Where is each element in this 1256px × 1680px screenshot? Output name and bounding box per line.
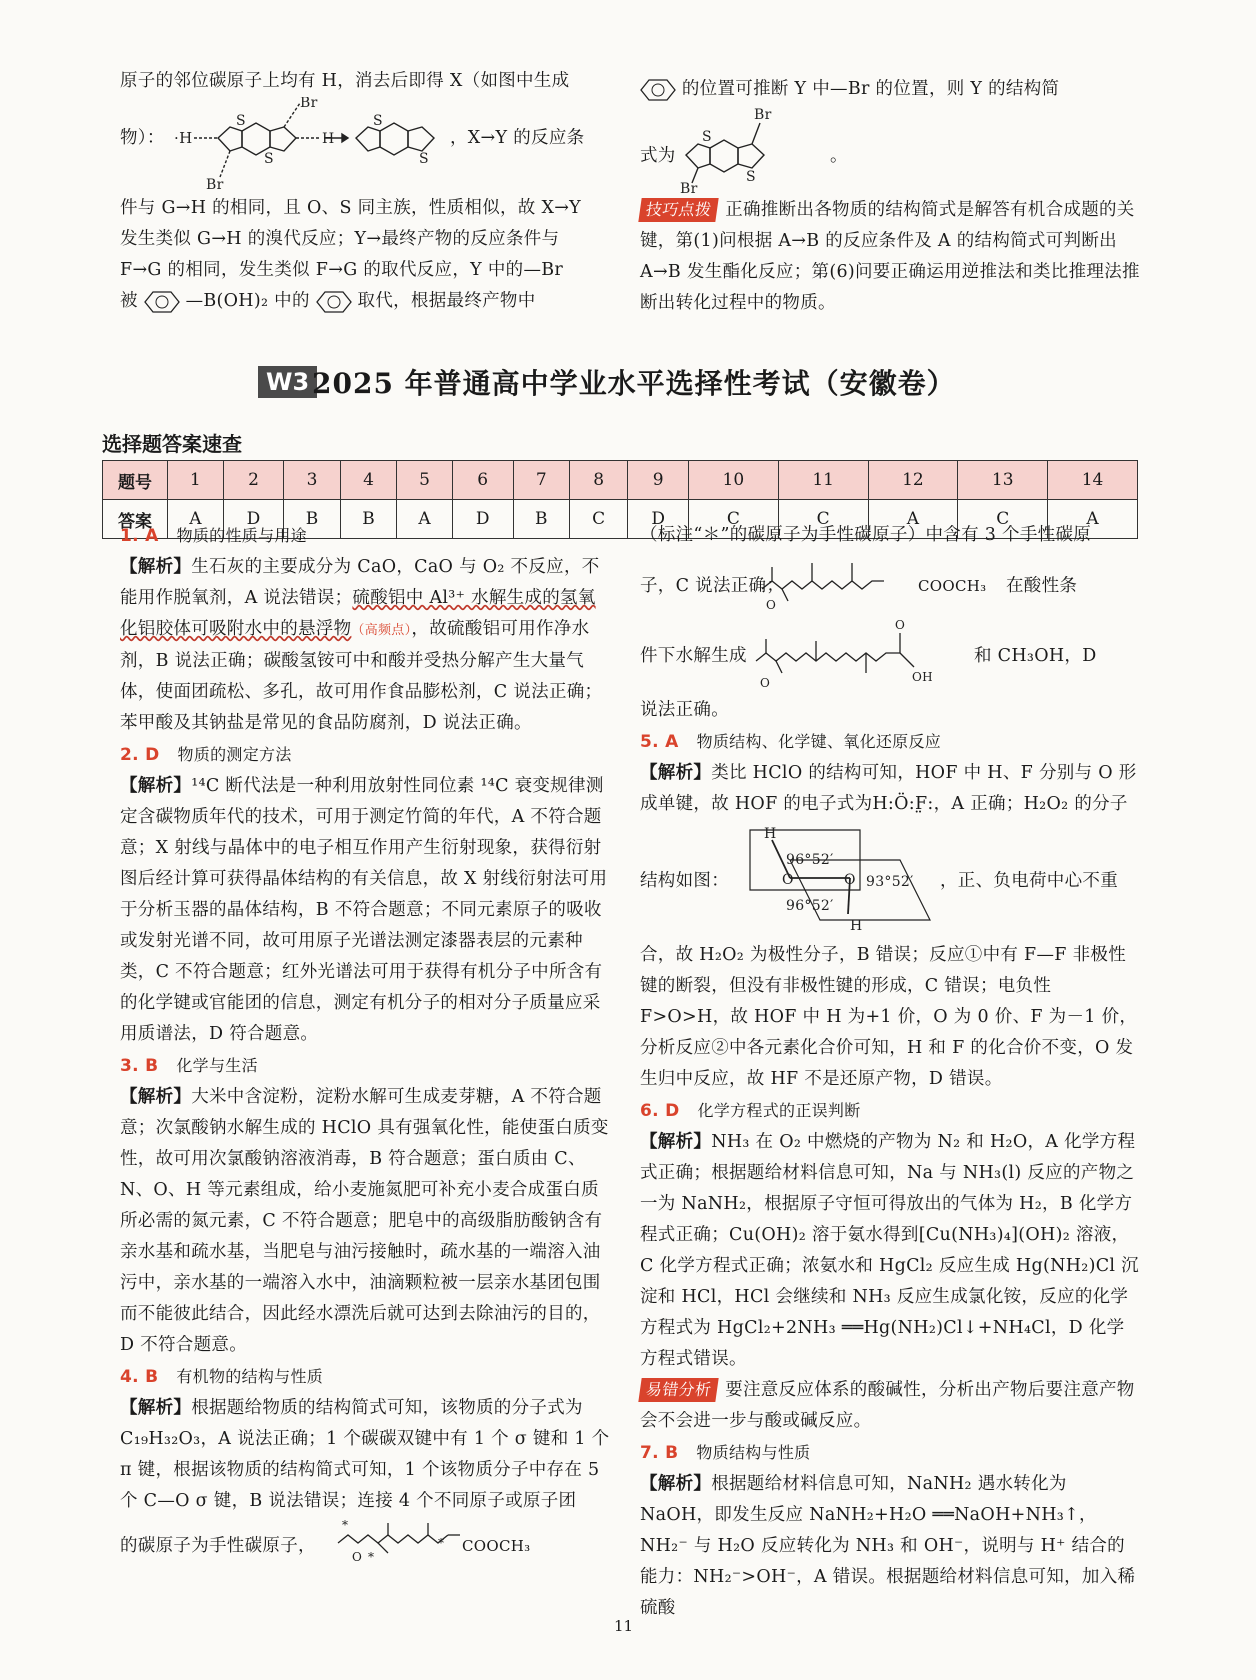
q5-struct-suffix: ，正、负电荷中心不重 — [940, 871, 1118, 891]
q5-heading — [640, 726, 1140, 758]
q4-cooch3: COOCH₃ — [462, 1537, 531, 1555]
tip-label: 技巧点拨 — [638, 198, 719, 222]
top-left-line4: 发生类似 G→H 的溴代反应；Y→最终产物的反应条件与 — [120, 229, 560, 249]
answer-cell: C — [778, 500, 868, 539]
q5-o-label-2: O — [844, 872, 856, 888]
q6-analysis — [640, 1127, 1140, 1375]
q6-heading — [640, 1095, 1140, 1127]
q4-analysis — [120, 1393, 610, 1517]
answer-cell: D — [628, 500, 689, 539]
q4-cont-row3 — [640, 615, 1140, 695]
q1-topic: 物质的性质与用途 — [176, 526, 307, 545]
page-number: 11 — [614, 1617, 634, 1635]
answer-cell: A — [168, 500, 224, 539]
svg-text:S: S — [746, 169, 756, 185]
svg-text:*: * — [342, 1518, 349, 1532]
answer-cell: B — [340, 500, 396, 539]
q5-h-label-2: H — [850, 918, 863, 934]
line6-part-a: 被 — [120, 291, 138, 311]
question-number-cell: 3 — [284, 461, 340, 500]
q5-analysis-b: 合，故 H₂O₂ 为极性分子，B 错误；反应①中有 F—F 非极性键的断裂，但没有非极性键的形成，C 错误；电负性 F>O>H，故 HOF 中 H 为+1 价，O 为 0 价、F 为－1 价，分析反应②中各元素化合价可知，H 和 F 的化合价不变，O 发生归中反应，故 HF 不是还原产物，D 错误。 — [640, 945, 1138, 1089]
answer-cell: B — [284, 500, 340, 539]
answer-table-header-row — [103, 461, 1138, 500]
q7-analysis — [640, 1469, 1140, 1624]
answers-right-column — [640, 520, 1140, 1624]
answer-cell: A — [397, 500, 453, 539]
error-analysis-text: 要注意反应体系的酸碱性，分析出产物后要注意产物会不会进一步与酸或碱反应。 — [640, 1380, 1135, 1431]
question-number-cell: 12 — [868, 461, 958, 500]
question-number-cell: 2 — [223, 461, 284, 500]
svg-text:Br: Br — [300, 97, 318, 111]
q7-text: 根据题给材料信息可知，NaNH₂ 遇水转化为 NaOH，即发生反应 NaNH₂+H₂O ══NaOH+NH₃↑，NH₂⁻ 与 H₂O 反应转化为 NH₃ 和 OH⁻，说明与 H⁺ 结合的能力：NH₂⁻>OH⁻，A 错误。根据题给材料信息可知，加入稀硫酸 — [640, 1474, 1136, 1618]
q1-text-wavy: 硫酸铝中 Al³⁺ 水解生成的氢氧化铝胶体可吸附水中的悬浮物 — [120, 588, 596, 639]
top-left-line2-prefix: 物）： — [120, 128, 165, 148]
q3-analysis — [120, 1082, 610, 1361]
q5-struct-prefix: 结构如图： — [640, 871, 729, 891]
question-number-cell: 1 — [168, 461, 224, 500]
q4-structure-row — [120, 1517, 610, 1569]
q2-text: ¹⁴C 断代法是一种利用放射性同位素 ¹⁴C 衰变规律测定含碳物质年代的技术，可用于测定竹简的年代，A 不符合题意；X 射线与晶体中的电子相互作用产生衍射现象，获得衍射图后经计算可获得晶体结构的有关信息，故 X 射线衍射法可用于分析玉器的晶体结构，B 不符合题意；不同元素原子的吸收或发射光谱不同，故可用原子光谱法测定漆器表层的元素种类，C 不符合题意；红外光谱法可用于获得有机分子中所含有的化学键或官能团的信息，测定有机分子的相对分子质量应采用质谱法，D 符合题意。 — [120, 776, 608, 1044]
q2-number: 2. D — [120, 745, 160, 765]
q4-cont-row2 — [640, 551, 1140, 615]
tip-paragraph — [640, 195, 1140, 319]
answer-cell: B — [513, 500, 569, 539]
answers-left-column — [120, 520, 610, 1569]
question-number-cell: 4 — [340, 461, 396, 500]
q5-topic: 物质结构、化学键、氧化还原反应 — [696, 732, 942, 751]
question-number-cell: 9 — [628, 461, 689, 500]
molecule-structure-icon — [752, 615, 962, 695]
quick-check-title: 选择题答案速查 — [102, 432, 242, 456]
svg-text:*: * — [438, 1536, 445, 1550]
q2-analysis — [120, 771, 610, 1050]
svg-text:S: S — [373, 113, 383, 129]
q5-angle-3: 96°52′ — [786, 898, 834, 914]
q6-text: NH₃ 在 O₂ 中燃烧的产物为 N₂ 和 H₂O，A 化学方程式正确；根据题给材料信息可知，Na 与 NH₃(l) 反应的产物之一为 NaNH₂，根据原子守恒可得放出的气体为 H₂，B 化学方程式正确；Cu(OH)₂ 溶于氨水得到[Cu(NH₃)₄](OH)₂ 溶液，C 化学方程式正确；浓氨水和 HgCl₂ 反应生成 Hg(NH₂)Cl 沉淀和 HCl，HCl 会继续和 NH₃ 反应生成氯化铵，反应的化学方程式为 HgCl₂+2NH₃ ══Hg(NH₂)Cl↓+NH₄Cl，D 化学方程式错误。 — [640, 1132, 1139, 1369]
benzene-ring-icon — [640, 78, 676, 102]
question-number-cell: 11 — [778, 461, 868, 500]
svg-text:*: * — [368, 1550, 375, 1564]
svg-text:H: H — [322, 131, 335, 147]
benzene-ring-icon — [316, 290, 352, 314]
q3-topic: 化学与生活 — [176, 1056, 258, 1075]
molecule-structure-icon — [758, 553, 928, 613]
q4-cont-line1: （标注“＊”的碳原子为手性碳原子）中含有 3 个手性碳原 — [640, 525, 1092, 545]
q1-heading — [120, 520, 610, 552]
question-number-cell: 14 — [1048, 461, 1138, 500]
top-left-block — [120, 66, 610, 317]
question-number-cell: 7 — [513, 461, 569, 500]
answer-cell: A — [1048, 500, 1138, 539]
q1-number: 1. A — [120, 526, 159, 546]
q5-angle-2: 93°52′ — [866, 874, 914, 890]
svg-text:S: S — [264, 151, 274, 167]
q1-text-a: 生石灰的主要成分为 CaO，CaO 与 O₂ 不反应，不能用作脱氧剂，A 说法错误； — [120, 557, 600, 608]
q7-label: 【解析】 — [640, 1474, 712, 1494]
q3-label: 【解析】 — [120, 1087, 192, 1107]
section-title-text: 2025 年普通高中学业水平选择性考试（安徽卷） — [312, 367, 956, 400]
top-right-line1-text: 的位置可推断 Y 中—Br 的位置，则 Y 的结构简 — [681, 79, 1060, 99]
top-left-line3: 件与 G→H 的相同，且 O、S 同主族，性质相似，故 X→Y — [120, 198, 582, 218]
q4-cont-o-label-2: O — [895, 618, 906, 632]
svg-text:S: S — [236, 113, 246, 129]
svg-text:S: S — [702, 129, 712, 145]
q7-number: 7. B — [640, 1443, 679, 1463]
answer-cell: C — [570, 500, 628, 539]
q4-cont-o-label-3: O — [760, 676, 771, 690]
q6-error-analysis — [640, 1375, 1140, 1437]
section-title — [258, 362, 998, 404]
line6-part-b: —B(OH)₂ 中的 — [185, 291, 310, 311]
q5-angle-1: 96°52′ — [786, 852, 834, 868]
top-left-structure-row — [120, 97, 610, 193]
q4-cont-cooch3: COOCH₃ — [918, 577, 987, 595]
error-analysis-label: 易错分析 — [638, 1378, 719, 1402]
top-right-block — [640, 74, 1140, 319]
top-right-line2-suffix: 。 — [830, 146, 848, 166]
answer-cell: A — [868, 500, 958, 539]
q2-heading — [120, 739, 610, 771]
q4-cont-line2-prefix: 子，C 说法正确； — [640, 576, 785, 596]
question-number-cell: 13 — [958, 461, 1048, 500]
svg-text:·H: ·H — [174, 129, 193, 147]
q4-topic: 有机物的结构与性质 — [176, 1367, 324, 1386]
q5-analysis-a — [640, 758, 1140, 820]
q1-analysis — [120, 552, 610, 739]
top-right-line1 — [640, 74, 1140, 105]
q3-text: 大米中含淀粉，淀粉水解可生成麦芽糖，A 不符合题意；次氯酸钠水解生成的 HClO 具有强氧化性，能使蛋白质变性，故可用次氯酸钠溶液消毒，B 符合题意；蛋白质由 C、N、O、H 等元素组成，给小麦施氮肥可补充小麦合成蛋白质所必需的氮元素，C 不符合题意；肥皂中的高级脂肪酸钠含有亲水基和疏水基，当肥皂与油污接触时，疏水基的一端溶入油污中，亲水基的一端溶入水中，油滴颗粒被一层亲水基团包围而不能彼此结合，因此经水漂洗后就可达到去除油污的目的，D 不符合题意。 — [120, 1087, 609, 1355]
thiophene-structure-icon — [680, 105, 820, 195]
row-label-number: 题号 — [103, 461, 168, 500]
question-number-cell: 6 — [452, 461, 513, 500]
top-left-line5: F→G 的相同，发生类似 F→G 的取代反应，Y 中的—Br — [120, 260, 564, 280]
benzene-ring-icon — [144, 290, 180, 314]
q7-topic: 物质结构与性质 — [696, 1443, 811, 1462]
question-number-cell: 10 — [688, 461, 778, 500]
q4-cont-o-label: O — [766, 598, 777, 612]
line6-part-c: 取代，根据最终产物中 — [357, 291, 536, 311]
q2-topic: 物质的测定方法 — [177, 745, 292, 764]
answer-cell: D — [223, 500, 284, 539]
answer-cell: C — [688, 500, 778, 539]
svg-text:Br: Br — [206, 177, 224, 193]
q5-label: 【解析】 — [640, 763, 712, 783]
top-left-line6 — [120, 286, 610, 317]
question-number-cell: 8 — [570, 461, 628, 500]
q5-o-label-1: O — [782, 872, 794, 888]
top-left-line1: 原子的邻位碳原子上均有 H，消去后即得 X（如图中生成 — [120, 71, 570, 91]
q1-text-b: ，故硫酸铝可用作净水剂，B 说法正确；碳酸氢铵可中和酸并受热分解产生大量气体，使面团疏松、多孔，故可用作食品膨松剂，C 说法正确；苯甲酸及其钠盐是常见的食品防腐剂，D 说法正确。 — [120, 619, 603, 733]
answer-cell: D — [452, 500, 513, 539]
q5-structure-row — [640, 820, 1140, 940]
q3-number: 3. B — [120, 1056, 159, 1076]
section-badge: W3 — [258, 366, 317, 398]
q1-high-frequency: （高频点） — [351, 623, 412, 638]
q6-topic: 化学方程式的正误判断 — [697, 1101, 861, 1120]
q4-label: 【解析】 — [120, 1398, 192, 1418]
svg-text:O: O — [352, 1550, 363, 1564]
question-number-cell: 5 — [397, 461, 453, 500]
q5-h-label-1: H — [764, 826, 777, 842]
q6-number: 6. D — [640, 1101, 680, 1121]
top-right-structure-row — [640, 105, 1140, 195]
row-label-answer: 答案 — [103, 500, 168, 539]
q5-number: 5. A — [640, 732, 679, 752]
q6-label: 【解析】 — [640, 1132, 712, 1152]
top-left-line2-suffix: ，X→Y 的反应条 — [450, 128, 585, 148]
q3-heading — [120, 1050, 610, 1082]
q4-cont-line2-suffix: 在酸性条 — [1006, 576, 1078, 596]
q1-label: 【解析】 — [120, 557, 192, 577]
q4-text: 根据题给物质的结构简式可知，该物质的分子式为 C₁₉H₃₂O₃，A 说法正确；1 个碳碳双键中有 1 个 σ 键和 1 个 π 键，根据该物质的结构简式可知，1 个该物质分子中存在 5 个 C—O σ 键，B 说法错误；连接 4 个不同原子或原子团 — [120, 1398, 610, 1511]
q4-cont-line3-suffix: 和 CH₃OH，D — [974, 646, 1097, 666]
q7-heading — [640, 1437, 1140, 1469]
tip-text: 正确推断出各物质的结构简式是解答有机合成题的关键，第(1)问根据 A→B 的反应条件及 A 的结构简式可判断出 A→B 发生酯化反应；第(6)问要正确运用逆推法和类比推理法推断出转化过程中的物质。 — [640, 200, 1140, 313]
q4-number: 4. B — [120, 1367, 159, 1387]
q4-cont-line3-prefix: 件下水解生成 — [640, 646, 747, 666]
q2-label: 【解析】 — [120, 776, 192, 796]
svg-text:Br: Br — [680, 181, 698, 195]
svg-text:Br: Br — [754, 107, 772, 123]
q4-cont-line4: 说法正确。 — [640, 700, 729, 720]
q4-cont-oh-label: OH — [912, 670, 933, 684]
thiophene-structure-icon — [172, 97, 462, 193]
answer-cell: C — [958, 500, 1048, 539]
peroxide-structure-icon — [730, 820, 960, 940]
q4-last-prefix: 的碳原子为手性碳原子， — [120, 1536, 316, 1556]
svg-text:S: S — [419, 151, 429, 167]
q5-text-a: 类比 HClO 的结构可知，HOF 中 H、F 分别与 O 形成单键，故 HOF 的电子式为H:Ö:F̤:，A 正确；H₂O₂ 的分子 — [640, 763, 1137, 814]
q4-heading — [120, 1361, 610, 1393]
top-right-line2-prefix: 式为 — [640, 146, 676, 166]
